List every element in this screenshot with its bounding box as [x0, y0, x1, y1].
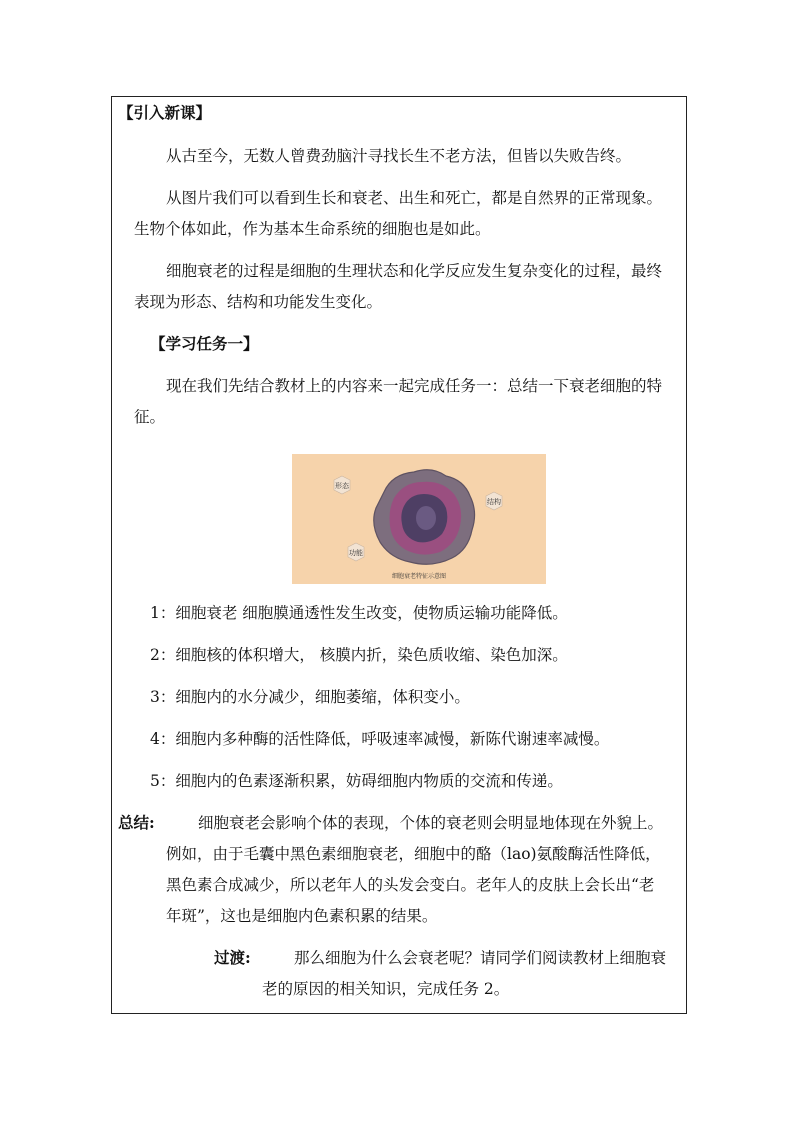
transition-line-1: 那么细胞为什么会衰老呢？请同学们阅读教材上细胞衰: [294, 949, 667, 967]
feature-item-5: 5：细胞内的色素逐渐积累，妨碍细胞内物质的交流和传递。: [150, 772, 563, 790]
intro-paragraph-3-line-1: 细胞衰老的过程是细胞的生理状态和化学反应发生复杂变化的过程，最终: [166, 262, 663, 280]
summary-line-3: 黑色素合成减少，所以老年人的头发会变白。老年人的皮肤上会长出“老: [166, 876, 655, 894]
feature-item-2: 2：细胞核的体积增大， 核膜内折，染色质收缩、染色加深。: [150, 646, 568, 664]
figure-caption: 细胞衰老特征示意图: [391, 573, 447, 580]
nucleolus: [416, 506, 436, 530]
intro-paragraph-2-line-2: 生物个体如此，作为基本生命系统的细胞也是如此。: [134, 220, 491, 238]
task-paragraph-line-1: 现在我们先结合教材上的内容来一起完成任务一：总结一下衰老细胞的特: [166, 377, 663, 395]
feature-item-4: 4：细胞内多种酶的活性降低，呼吸速率减慢，新陈代谢速率减慢。: [150, 730, 610, 748]
hex-label-form: 形态: [335, 482, 349, 490]
intro-paragraph-1: 从古至今，无数人曾费劲脑汁寻找长生不老方法，但皆以失败告终。: [166, 147, 632, 165]
transition-label: 过渡:: [214, 948, 251, 967]
hex-label-structure: 结构: [487, 498, 501, 506]
feature-item-3: 3：细胞内的水分减少，细胞萎缩，体积变小。: [150, 688, 470, 706]
hex-label-function: 功能: [349, 549, 363, 557]
summary-line-2: 例如，由于毛囊中黑色素细胞衰老，细胞中的酪（lao)氨酸酶活性降低，: [166, 845, 661, 863]
aging-cell-figure: [292, 454, 546, 584]
intro-paragraph-3-line-2: 表现为形态、结构和功能发生变化。: [134, 293, 383, 311]
section-heading-task-1: 【学习任务一】: [150, 334, 259, 353]
summary-line-1: 细胞衰老会影响个体的表现，个体的衰老则会明显地体现在外貌上。: [198, 814, 664, 832]
summary-line-4: 年斑”，这也是细胞内色素积累的结果。: [166, 907, 438, 925]
intro-paragraph-2-line-1: 从图片我们可以看到生长和衰老、出生和死亡，都是自然界的正常现象。: [166, 189, 663, 207]
transition-line-2: 老的原因的相关知识，完成任务 2。: [262, 980, 510, 998]
summary-label: 总结:: [118, 813, 155, 832]
section-heading-intro: 【引入新课】: [118, 103, 212, 122]
aging-cell-illustration: [292, 454, 546, 584]
task-paragraph-line-2: 征。: [134, 408, 166, 426]
feature-item-1: 1：细胞衰老 细胞膜通透性发生改变，使物质运输功能降低。: [150, 604, 568, 622]
